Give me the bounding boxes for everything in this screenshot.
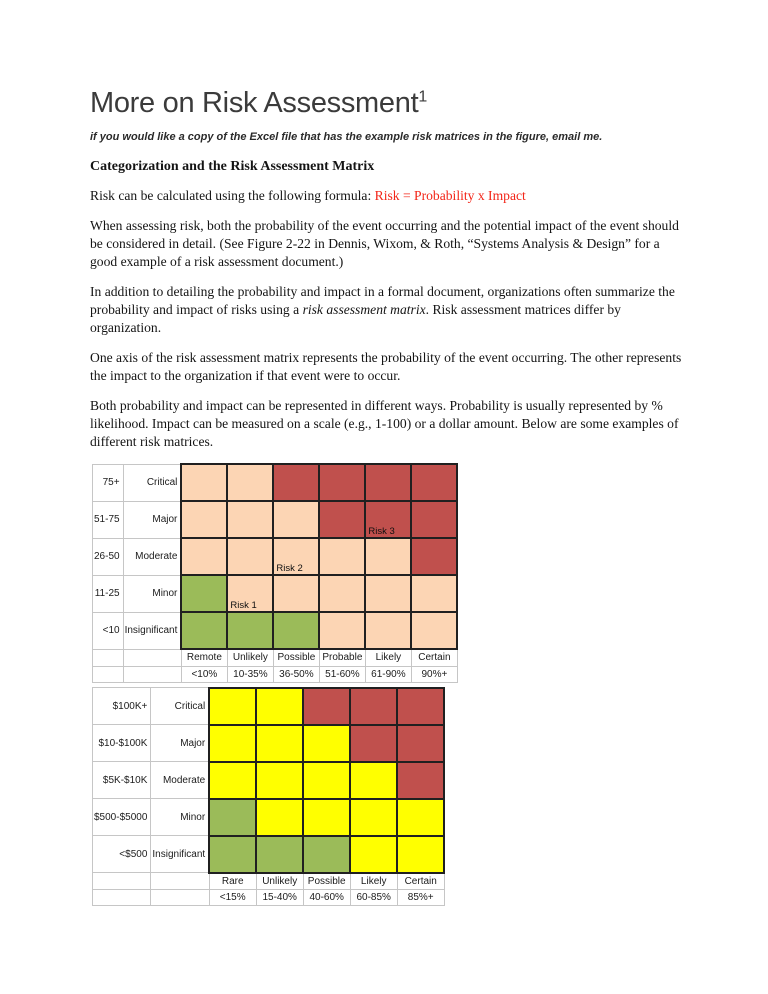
matrix-cell-green bbox=[227, 612, 273, 649]
impact-range-label: $10-$100K bbox=[93, 725, 151, 762]
matrix-row bbox=[93, 501, 458, 538]
matrix-cell-peach bbox=[365, 612, 411, 649]
impact-range-label: $100K+ bbox=[93, 688, 151, 725]
matrix-cell-red bbox=[350, 725, 397, 762]
scale-impact-risk-matrix bbox=[92, 463, 458, 683]
impact-range-label: 51-75 bbox=[93, 501, 124, 538]
paragraph-text: . Risk assessment matrices differ by organization. bbox=[90, 302, 621, 335]
impact-range-label: 26-50 bbox=[93, 538, 124, 575]
impact-range-label: <$500 bbox=[93, 836, 151, 873]
matrix-cell-red bbox=[397, 762, 444, 799]
impact-severity-label: Critical bbox=[123, 464, 181, 501]
impact-range-label: 75+ bbox=[93, 464, 124, 501]
probability-label: Unlikely bbox=[227, 649, 273, 666]
risk-annotation: Risk 3 bbox=[368, 526, 395, 537]
matrix-cell-yellow bbox=[256, 688, 303, 725]
matrix-cell-yellow bbox=[350, 799, 397, 836]
matrix-cell-peach bbox=[273, 538, 319, 575]
paragraph-text: Both probability and impact can be represented in different ways. Probability is usually represented by % likelihood. Impact can be measured on a scale (e.g., 1-100) or a dollar amount. Below are some examples of different risk matrices. bbox=[90, 398, 679, 449]
matrix-row bbox=[93, 799, 445, 836]
formula-paragraph bbox=[90, 187, 684, 205]
matrix-row bbox=[93, 612, 458, 649]
matrix-cell-peach bbox=[181, 501, 227, 538]
probability-label: Likely bbox=[365, 649, 411, 666]
matrix-cell-peach bbox=[273, 575, 319, 612]
impact-severity-label: Moderate bbox=[151, 762, 209, 799]
probability-range-row bbox=[93, 890, 445, 906]
matrix-cell-peach bbox=[227, 464, 273, 501]
matrix-cell-peach bbox=[411, 612, 457, 649]
probability-range-label: 15-40% bbox=[256, 890, 303, 906]
matrix-cell-peach bbox=[319, 575, 365, 612]
matrix-cell-red bbox=[411, 538, 457, 575]
probability-range-label: 60-85% bbox=[350, 890, 397, 906]
paragraph-text: In addition to detailing the probability and impact in a formal document, organizations often summarize the probability and impact of risks using a bbox=[90, 284, 675, 317]
footnote-marker: 1 bbox=[418, 88, 427, 106]
subtitle: if you would like a copy of the Excel file that has the example risk matrices in the figure, email me. bbox=[90, 131, 603, 143]
matrix-cell-red bbox=[319, 501, 365, 538]
paragraph-text: Risk can be calculated using the following formula: bbox=[90, 188, 375, 203]
matrix-cell-yellow bbox=[350, 836, 397, 873]
matrix-row bbox=[93, 464, 458, 501]
empty-cell bbox=[151, 890, 209, 906]
probability-range-row bbox=[93, 666, 458, 682]
impact-range-label: 11-25 bbox=[93, 575, 124, 612]
probability-label: Certain bbox=[397, 873, 444, 890]
probability-label: Unlikely bbox=[256, 873, 303, 890]
page-title-text: More on Risk Assessment bbox=[90, 87, 419, 119]
assessing-risk-paragraph bbox=[90, 217, 684, 271]
matrix-cell-yellow bbox=[256, 762, 303, 799]
probability-range-label: 36-50% bbox=[273, 666, 319, 682]
matrix-cell-peach bbox=[411, 575, 457, 612]
risk-matrices bbox=[90, 463, 684, 906]
matrix-cell-yellow bbox=[303, 762, 350, 799]
axes-paragraph bbox=[90, 349, 684, 385]
matrix-cell-green bbox=[181, 612, 227, 649]
empty-cell bbox=[93, 890, 151, 906]
matrix-cell-red bbox=[411, 501, 457, 538]
probability-name-row bbox=[93, 873, 445, 890]
probability-range-label: <10% bbox=[181, 666, 227, 682]
impact-severity-label: Critical bbox=[151, 688, 209, 725]
matrix-cell-green bbox=[256, 836, 303, 873]
matrix-cell-yellow bbox=[303, 799, 350, 836]
impact-severity-label: Insignificant bbox=[151, 836, 209, 873]
paragraph-text: When assessing risk, both the probability of the event occurring and the potential impact of the event should be considered in detail. (See Figure 2-22 in Dennis, Wixom, & Roth, “Systems Analysis & Design” for a good example of a risk assessment document.) bbox=[90, 218, 679, 269]
risk-annotation: Risk 1 bbox=[230, 600, 257, 611]
section-heading: Categorization and the Risk Assessment Matrix bbox=[90, 159, 375, 174]
matrix-row bbox=[93, 538, 458, 575]
probability-label: Certain bbox=[411, 649, 457, 666]
matrix-cell-peach bbox=[365, 575, 411, 612]
empty-cell bbox=[93, 873, 151, 890]
probability-label: Possible bbox=[303, 873, 350, 890]
probability-name-row bbox=[93, 649, 458, 666]
probability-range-label: 10-35% bbox=[227, 666, 273, 682]
impact-severity-label: Minor bbox=[123, 575, 181, 612]
probability-range-label: <15% bbox=[209, 890, 256, 906]
matrix-cell-red bbox=[273, 464, 319, 501]
matrix-cell-yellow bbox=[209, 725, 256, 762]
matrix-cell-peach bbox=[227, 501, 273, 538]
probability-range-label: 90%+ bbox=[411, 666, 457, 682]
matrix-cell-yellow bbox=[303, 725, 350, 762]
matrix-cell-yellow bbox=[256, 725, 303, 762]
matrix-cell-yellow bbox=[209, 762, 256, 799]
probability-label: Possible bbox=[273, 649, 319, 666]
matrix-cell-red bbox=[411, 464, 457, 501]
empty-cell bbox=[123, 649, 181, 666]
matrix-cell-green bbox=[273, 612, 319, 649]
probability-label: Probable bbox=[319, 649, 365, 666]
impact-range-label: <10 bbox=[93, 612, 124, 649]
matrix-row bbox=[93, 575, 458, 612]
matrix-intro-paragraph bbox=[90, 283, 684, 337]
probability-range-label: 61-90% bbox=[365, 666, 411, 682]
matrix-cell-yellow bbox=[397, 836, 444, 873]
matrix-cell-green bbox=[181, 575, 227, 612]
matrix-cell-green bbox=[209, 836, 256, 873]
matrix-row bbox=[93, 836, 445, 873]
paragraph-text: risk assessment matrix bbox=[302, 302, 426, 317]
probability-range-label: 85%+ bbox=[397, 890, 444, 906]
matrix-cell-peach bbox=[365, 538, 411, 575]
document-content bbox=[90, 86, 684, 906]
matrix-row bbox=[93, 762, 445, 799]
risk-annotation: Risk 2 bbox=[276, 563, 303, 574]
matrix-cell-yellow bbox=[209, 688, 256, 725]
matrix-cell-red bbox=[319, 464, 365, 501]
matrix-cell-peach bbox=[319, 538, 365, 575]
matrix-cell-yellow bbox=[256, 799, 303, 836]
impact-severity-label: Major bbox=[151, 725, 209, 762]
matrix-cell-red bbox=[350, 688, 397, 725]
probability-range-label: 51-60% bbox=[319, 666, 365, 682]
probability-label: Rare bbox=[209, 873, 256, 890]
matrix-cell-peach bbox=[227, 538, 273, 575]
matrix-cell-green bbox=[209, 799, 256, 836]
matrix-cell-green bbox=[303, 836, 350, 873]
impact-severity-label: Moderate bbox=[123, 538, 181, 575]
matrix-cell-peach bbox=[227, 575, 273, 612]
paragraph-text: One axis of the risk assessment matrix represents the probability of the event occurring. The other represents the impact to the organization if that event were to occur. bbox=[90, 350, 682, 383]
page-title bbox=[90, 86, 684, 120]
matrix-cell-peach bbox=[181, 464, 227, 501]
representation-paragraph bbox=[90, 397, 684, 451]
matrix-cell-yellow bbox=[397, 799, 444, 836]
matrix-cell-red bbox=[397, 688, 444, 725]
empty-cell bbox=[123, 666, 181, 682]
empty-cell bbox=[151, 873, 209, 890]
probability-label: Likely bbox=[350, 873, 397, 890]
matrix-row bbox=[93, 725, 445, 762]
impact-range-label: $5K-$10K bbox=[93, 762, 151, 799]
matrix-cell-red bbox=[365, 501, 411, 538]
matrix-cell-peach bbox=[273, 501, 319, 538]
matrix-row bbox=[93, 688, 445, 725]
impact-severity-label: Insignificant bbox=[123, 612, 181, 649]
dollar-impact-risk-matrix bbox=[92, 687, 445, 907]
impact-severity-label: Major bbox=[123, 501, 181, 538]
impact-severity-label: Minor bbox=[151, 799, 209, 836]
matrix-cell-peach bbox=[181, 538, 227, 575]
empty-cell bbox=[93, 649, 124, 666]
matrix-cell-peach bbox=[319, 612, 365, 649]
matrix-cell-yellow bbox=[350, 762, 397, 799]
empty-cell bbox=[93, 666, 124, 682]
matrix-cell-red bbox=[303, 688, 350, 725]
matrix-cell-red bbox=[365, 464, 411, 501]
probability-range-label: 40-60% bbox=[303, 890, 350, 906]
risk-formula-text: Risk = Probability x Impact bbox=[374, 188, 526, 203]
paragraphs bbox=[90, 187, 684, 451]
matrix-cell-red bbox=[397, 725, 444, 762]
impact-range-label: $500-$5000 bbox=[93, 799, 151, 836]
probability-label: Remote bbox=[181, 649, 227, 666]
